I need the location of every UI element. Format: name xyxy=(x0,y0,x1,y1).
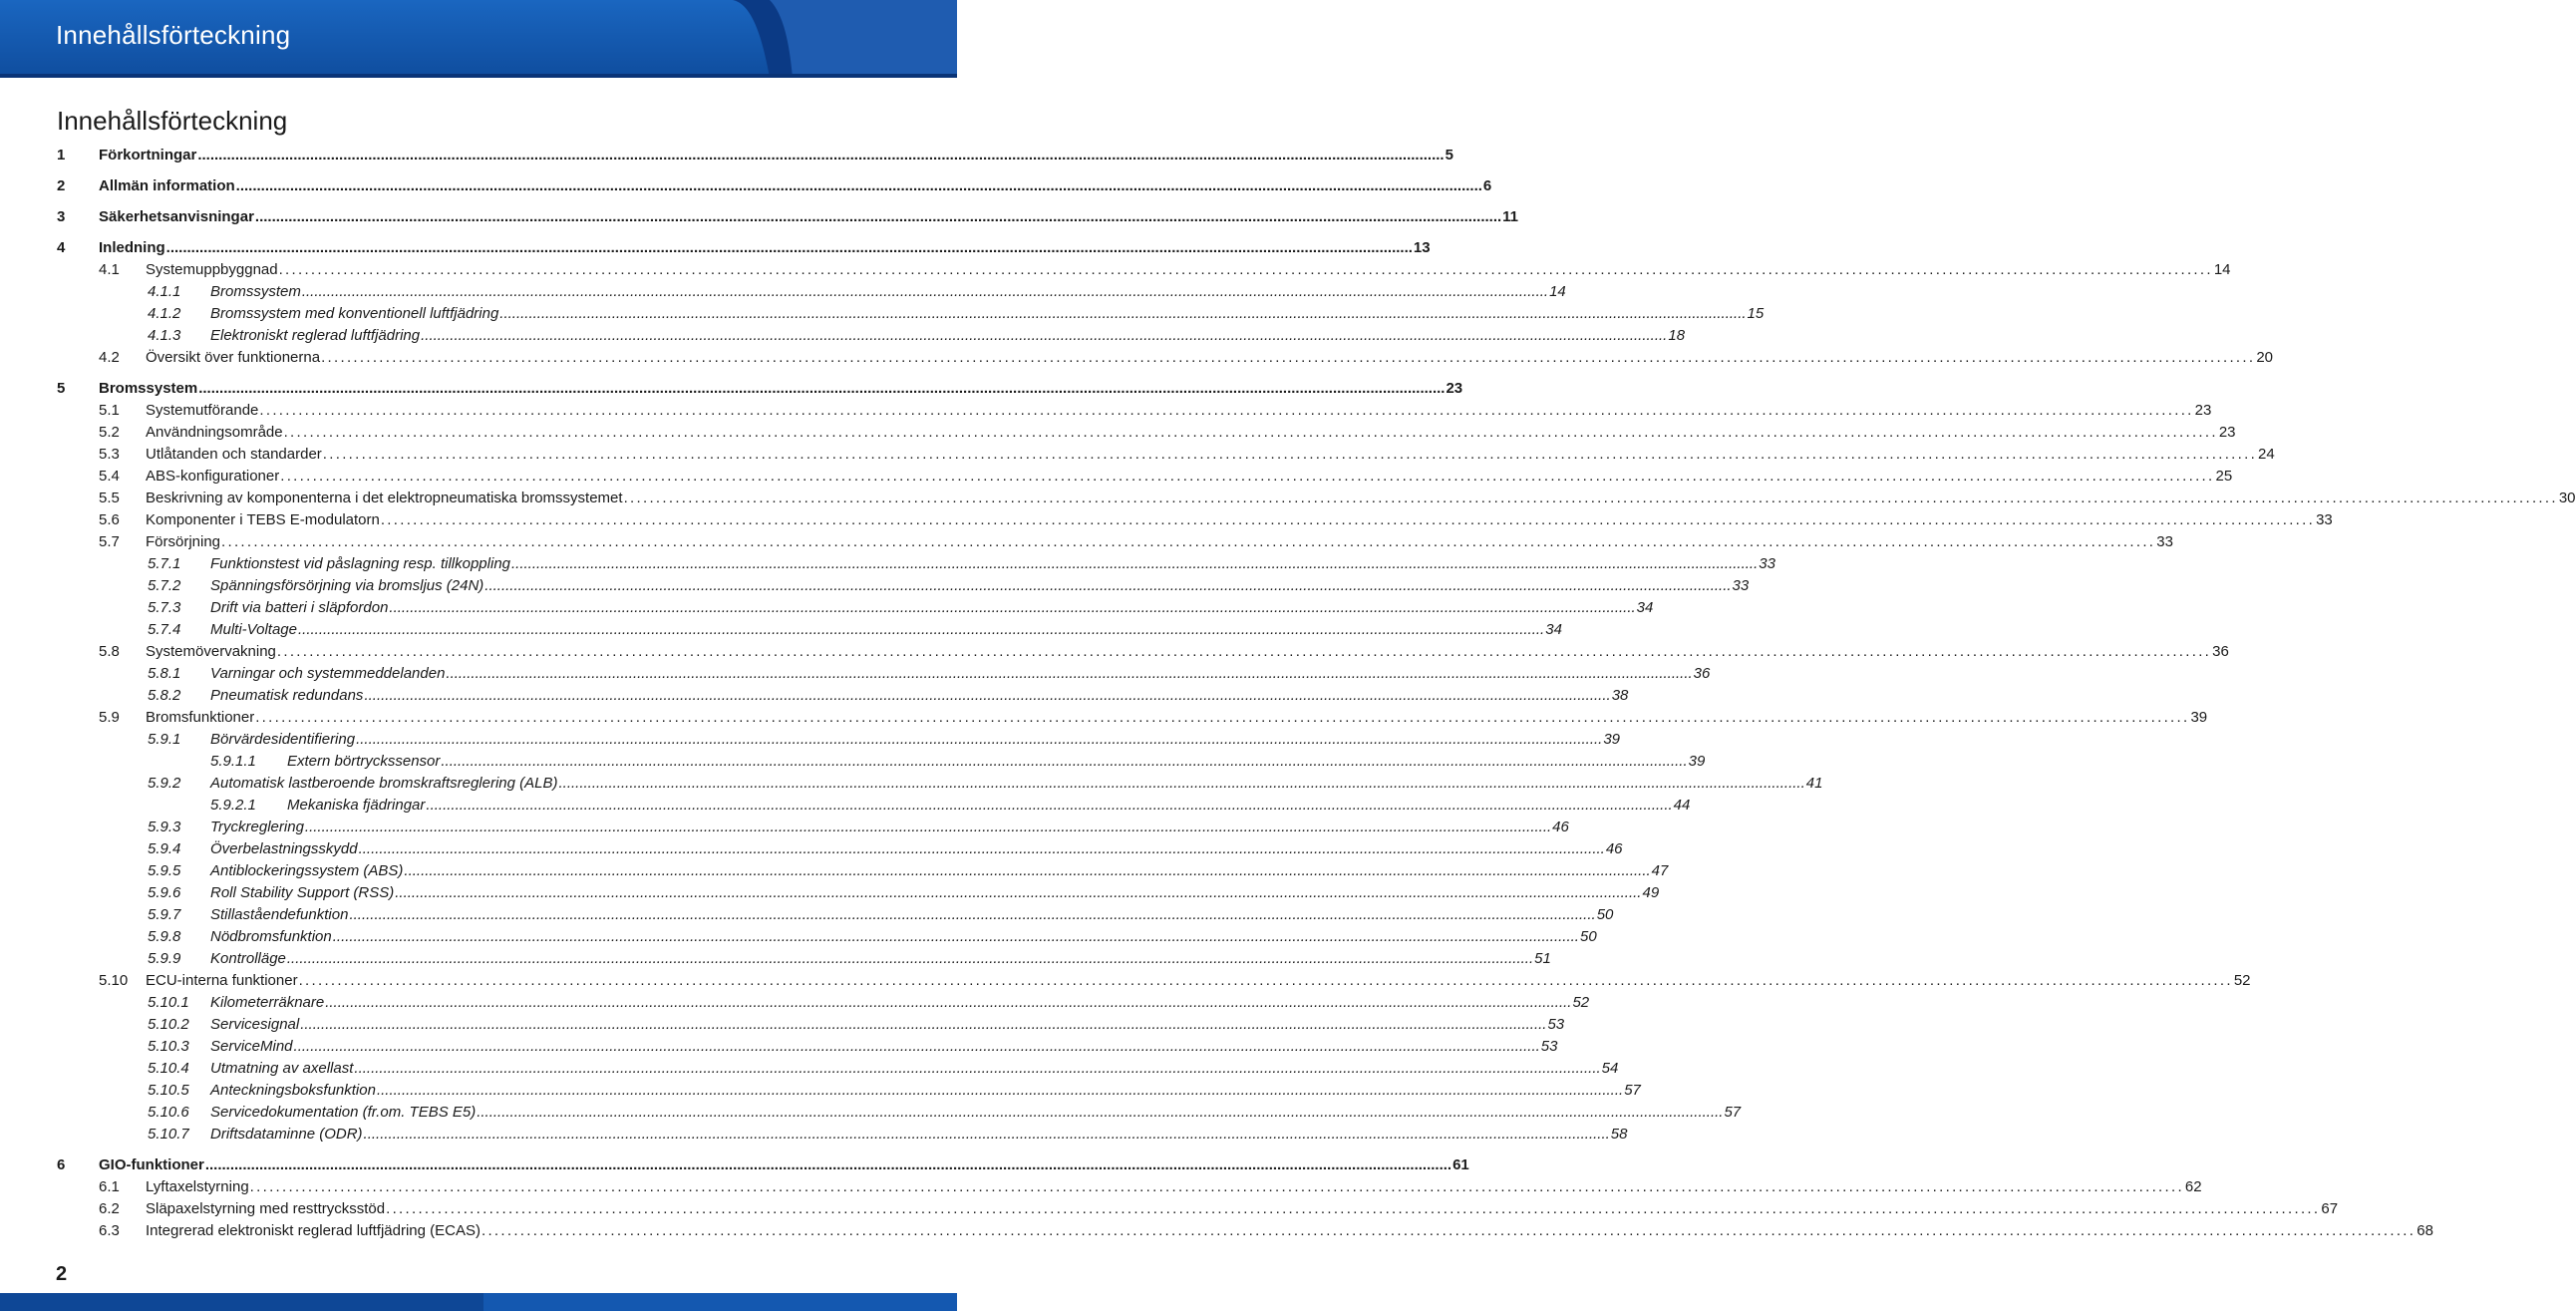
toc-leader-dots: ............................................................................................................................................................................................................................................................................................................ xyxy=(300,1016,1547,1033)
toc-leader-dots: ............................................................................................................................................................................................................................................................................................................ xyxy=(358,840,1605,857)
toc-entry[interactable] xyxy=(0,971,2251,991)
toc-entry-title: Roll Stability Support (RSS) xyxy=(210,884,395,901)
toc-entry-title: Drift via batteri i släpfordon xyxy=(210,599,389,616)
toc-entry-title: Lyftaxelstyrning xyxy=(146,1178,249,1195)
toc-entry[interactable] xyxy=(0,598,1654,618)
toc-entry-page: 57 xyxy=(1624,1082,1641,1099)
toc-entry-number: 5.7 xyxy=(99,533,120,550)
toc-entry-number: 5.10.1 xyxy=(148,994,189,1011)
toc-entry-number: 5.10.4 xyxy=(148,1060,189,1077)
toc-entry[interactable] xyxy=(0,576,1750,596)
toc-entry-title: Tryckreglering xyxy=(210,819,304,835)
toc-entry-page: 38 xyxy=(1611,687,1629,704)
toc-entry-title: ABS-konfigurationer xyxy=(146,468,280,485)
toc-leader-dots: ............................................................................................................................................................................................................................................................................................................ xyxy=(278,261,2213,278)
toc-entry-page: 14 xyxy=(1549,283,1566,300)
toc-entry-number: 5.9.4 xyxy=(148,840,181,857)
toc-leader-dots: ............................................................................................................................................................................................................................................................................................................ xyxy=(376,1082,1624,1099)
toc-leader-dots: ............................................................................................................................................................................................................................................................................................................ xyxy=(332,928,1579,945)
toc-leader-dots: ............................................................................................................................................................................................................................................................................................................ xyxy=(254,208,1502,225)
toc-leader-dots: ............................................................................................................................................................................................................................................................................................................ xyxy=(197,147,1445,164)
toc-entry[interactable] xyxy=(0,642,2229,662)
toc-entry[interactable] xyxy=(0,379,1463,399)
toc-entry-title: Användningsområde xyxy=(146,424,283,441)
toc-entry-number: 5.9.1 xyxy=(148,731,181,748)
toc-entry-title: Utmatning av axellast xyxy=(210,1060,354,1077)
toc-leader-dots: ............................................................................................................................................................................................................................................................................................................ xyxy=(280,468,2215,485)
toc-entry[interactable] xyxy=(0,686,1629,706)
toc-entry-number: 4.1.2 xyxy=(148,305,181,322)
toc-entry-number: 4.2 xyxy=(99,349,120,366)
toc-entry-page: 68 xyxy=(2416,1222,2433,1239)
toc-entry-page: 58 xyxy=(1610,1126,1628,1143)
toc-entry-page: 47 xyxy=(1651,862,1669,879)
toc-leader-dots: ............................................................................................................................................................................................................................................................................................................ xyxy=(235,177,1482,194)
toc-leader-dots: ............................................................................................................................................................................................................................................................................................................ xyxy=(354,1060,1601,1077)
toc-entry-title: Systemövervakning xyxy=(146,643,276,660)
toc-entry-page: 44 xyxy=(1673,797,1691,814)
toc-entry-number: 5.9.8 xyxy=(148,928,181,945)
toc-entry-number: 5.9.9 xyxy=(148,950,181,967)
toc-leader-dots: ............................................................................................................................................................................................................................................................................................................ xyxy=(286,950,1534,967)
toc-entry-page: 33 xyxy=(2156,533,2173,550)
toc-leader-dots: ............................................................................................................................................................................................................................................................................................................ xyxy=(364,687,1611,704)
toc-leader-dots: ............................................................................................................................................................................................................................................................................................................ xyxy=(293,1038,1540,1055)
toc-entry-number: 5.10.5 xyxy=(148,1082,189,1099)
toc-entry-page: 49 xyxy=(1642,884,1660,901)
toc-entry-title: Systemutförande xyxy=(146,402,259,419)
toc-entry-page: 39 xyxy=(1688,753,1706,770)
toc-leader-dots: ............................................................................................................................................................................................................................................................................................................ xyxy=(441,753,1688,770)
toc-entry[interactable] xyxy=(0,1081,1641,1101)
toc-entry-page: 36 xyxy=(2212,643,2229,660)
toc-entry-title: Bromssystem xyxy=(210,283,301,300)
toc-entry[interactable] xyxy=(0,238,1431,258)
toc-entry-page: 5 xyxy=(1445,147,1453,164)
toc-entry-number: 5.9.2.1 xyxy=(210,797,256,814)
toc-entry-number: 5.8 xyxy=(99,643,120,660)
toc-entry-page: 25 xyxy=(2215,468,2233,485)
toc-entry[interactable] xyxy=(0,207,1519,227)
toc-entry-title: Servicedokumentation (fr.om. TEBS E5) xyxy=(210,1104,477,1121)
toc-leader-dots: ............................................................................................................................................................................................................................................................................................................ xyxy=(221,533,2156,550)
toc-leader-dots: ............................................................................................................................................................................................................................................................................................................ xyxy=(259,402,2194,419)
toc-entry[interactable] xyxy=(0,664,1711,684)
toc-leader-dots: ............................................................................................................................................................................................................................................................................................................ xyxy=(325,994,1572,1011)
toc-entry-title: Mekaniska fjädringar xyxy=(287,797,426,814)
toc-leader-dots: ............................................................................................................................................................................................................................................................................................................ xyxy=(356,731,1603,748)
toc-entry-page: 46 xyxy=(1552,819,1569,835)
toc-entry-page: 52 xyxy=(2233,972,2251,989)
toc-entry-title: Extern börtryckssensor xyxy=(287,753,441,770)
toc-entry-title: Systemuppbyggnad xyxy=(146,261,278,278)
toc-entry-title: Automatisk lastberoende bromskraftsreglering (ALB) xyxy=(210,775,558,792)
toc-entry-title: Kilometerräknare xyxy=(210,994,325,1011)
toc-entry-number: 5.9.5 xyxy=(148,862,181,879)
toc-leader-dots: ............................................................................................................................................................................................................................................................................................................ xyxy=(198,380,1446,397)
toc-entry-title: GIO-funktioner xyxy=(99,1156,204,1173)
toc-entry-number: 6.2 xyxy=(99,1200,120,1217)
toc-entry-number: 6.3 xyxy=(99,1222,120,1239)
toc-entry-page: 13 xyxy=(1413,239,1431,256)
toc-leader-dots: ............................................................................................................................................................................................................................................................................................................ xyxy=(477,1104,1724,1121)
banner-title: Innehållsförteckning xyxy=(56,20,291,50)
toc-entry[interactable] xyxy=(0,620,1562,640)
toc-entry-number: 5.2 xyxy=(99,424,120,441)
toc-entry[interactable] xyxy=(0,752,1706,772)
toc-entry[interactable] xyxy=(0,818,1569,837)
toc-entry-title: Funktionstest vid påslagning resp. tillkoppling xyxy=(210,555,511,572)
toc-entry-title: Bromssystem xyxy=(99,380,198,397)
toc-entry-page: 52 xyxy=(1572,994,1590,1011)
toc-entry-title: Kontrolläge xyxy=(210,950,286,967)
toc-entry-title: Bromssystem med konventionell luftfjädring xyxy=(210,305,499,322)
toc-leader-dots: ............................................................................................................................................................................................................................................................................................................ xyxy=(446,665,1693,682)
toc-leader-dots: ............................................................................................................................................................................................................................................................................................................ xyxy=(404,862,1651,879)
toc-entry-page: 50 xyxy=(1596,906,1614,923)
toc-entry[interactable] xyxy=(0,905,1614,925)
toc-entry-title: Inledning xyxy=(99,239,165,256)
toc-entry-title: Driftsdataminne (ODR) xyxy=(210,1126,363,1143)
toc-entry[interactable] xyxy=(0,796,1691,816)
toc-entry-page: 14 xyxy=(2213,261,2231,278)
toc-entry[interactable] xyxy=(0,1155,1469,1175)
page-number: 2 xyxy=(56,1263,68,1285)
toc-entry-page: 50 xyxy=(1579,928,1597,945)
toc-entry-number: 5.7.1 xyxy=(148,555,181,572)
toc-entry-number: 5.7.2 xyxy=(148,577,181,594)
toc-entry[interactable] xyxy=(0,861,1669,881)
toc-entry-page: 15 xyxy=(1747,305,1765,322)
toc-entry-page: 34 xyxy=(1545,621,1562,638)
toc-entry-number: 5.8.1 xyxy=(148,665,181,682)
toc-entry[interactable] xyxy=(0,510,2333,530)
toc-entry-page: 57 xyxy=(1724,1104,1742,1121)
toc-entry-page: 23 xyxy=(2194,402,2212,419)
toc-entry-page: 54 xyxy=(1601,1060,1619,1077)
toc-entry[interactable] xyxy=(0,1199,2339,1219)
page-title: Innehållsförteckning xyxy=(57,106,288,136)
toc-entry[interactable] xyxy=(0,176,1492,196)
toc-leader-dots: ............................................................................................................................................................................................................................................................................................................ xyxy=(380,511,2316,528)
toc-leader-dots: ............................................................................................................................................................................................................................................................................................................ xyxy=(421,327,1668,344)
toc-entry[interactable] xyxy=(0,1015,1565,1035)
toc-entry[interactable] xyxy=(0,774,1823,794)
toc-entry-number: 5.7.4 xyxy=(148,621,181,638)
toc-entry-page: 33 xyxy=(1732,577,1750,594)
toc-leader-dots: ............................................................................................................................................................................................................................................................................................................ xyxy=(499,305,1747,322)
toc-entry[interactable] xyxy=(0,927,1597,947)
toc-entry-number: 5.10 xyxy=(99,972,129,989)
toc-entry-page: 23 xyxy=(2218,424,2236,441)
toc-entry-title: Förkortningar xyxy=(99,147,197,164)
toc-entry-page: 62 xyxy=(2184,1178,2202,1195)
toc-entry-title: Servicesignal xyxy=(210,1016,300,1033)
toc-entry-number: 4 xyxy=(57,239,66,256)
toc-entry-title: Antiblockeringssystem (ABS) xyxy=(210,862,404,879)
toc-entry-title: ServiceMind xyxy=(210,1038,293,1055)
toc-leader-dots: ............................................................................................................................................................................................................................................................................................................ xyxy=(255,709,2190,726)
toc-leader-dots: ............................................................................................................................................................................................................................................................................................................ xyxy=(165,239,1413,256)
toc-entry[interactable] xyxy=(0,260,2231,280)
toc-entry[interactable] xyxy=(0,401,2212,421)
toc-entry[interactable] xyxy=(0,1037,1558,1057)
toc-entry-title: Försörjning xyxy=(146,533,221,550)
toc-entry-title: Komponenter i TEBS E-modulatorn xyxy=(146,511,380,528)
toc-entry-page: 67 xyxy=(2321,1200,2339,1217)
toc-entry-number: 5.6 xyxy=(99,511,120,528)
toc-entry[interactable] xyxy=(0,949,1551,969)
toc-leader-dots: ............................................................................................................................................................................................................................................................................................................ xyxy=(482,1222,2416,1239)
toc-entry-title: Utlåtanden och standarder xyxy=(146,446,322,463)
toc-entry-number: 5.4 xyxy=(99,468,120,485)
toc-entry[interactable] xyxy=(0,304,1765,324)
toc-leader-dots: ............................................................................................................................................................................................................................................................................................................ xyxy=(283,424,2218,441)
toc-entry[interactable] xyxy=(0,554,1775,574)
toc-entry-number: 6.1 xyxy=(99,1178,120,1195)
toc-entry-page: 6 xyxy=(1482,177,1492,194)
toc-entry-page: 30 xyxy=(2558,490,2576,506)
toc-entry-number: 5.10.3 xyxy=(148,1038,189,1055)
toc-entry-number: 5.10.2 xyxy=(148,1016,189,1033)
toc-leader-dots: ............................................................................................................................................................................................................................................................................................................ xyxy=(304,819,1552,835)
toc-entry-page: 18 xyxy=(1668,327,1686,344)
toc-entry-page: 11 xyxy=(1502,208,1519,225)
toc-entry-number: 1 xyxy=(57,147,66,164)
toc-entry-number: 5.8.2 xyxy=(148,687,181,704)
toc-leader-dots: ............................................................................................................................................................................................................................................................................................................ xyxy=(558,775,1805,792)
toc-entry-title: Pneumatisk redundans xyxy=(210,687,364,704)
toc-entry-number: 5.9.3 xyxy=(148,819,181,835)
toc-entry-page: 36 xyxy=(1693,665,1711,682)
toc-entry-number: 5.5 xyxy=(99,490,120,506)
toc-entry-number: 5.10.6 xyxy=(148,1104,189,1121)
footer-band xyxy=(0,1293,957,1311)
toc-entry-number: 2 xyxy=(57,177,66,194)
toc-leader-dots: ............................................................................................................................................................................................................................................................................................................ xyxy=(349,906,1596,923)
toc-entry[interactable] xyxy=(0,1177,2202,1197)
toc-entry-page: 33 xyxy=(1759,555,1775,572)
toc-entry-title: Säkerhetsanvisningar xyxy=(99,208,254,225)
toc-entry-number: 4.1.1 xyxy=(148,283,181,300)
toc-entry-title: Spänningsförsörjning via bromsljus (24N) xyxy=(210,577,484,594)
footer-background xyxy=(0,1293,957,1311)
toc-entry-title: Allmän information xyxy=(99,177,235,194)
toc-entry-number: 4.1 xyxy=(99,261,120,278)
toc-entry-page: 46 xyxy=(1605,840,1623,857)
toc-leader-dots: ............................................................................................................................................................................................................................................................................................................ xyxy=(511,555,1759,572)
toc-leader-dots: ............................................................................................................................................................................................................................................................................................................ xyxy=(363,1126,1610,1143)
toc-leader-dots: ............................................................................................................................................................................................................................................................................................................ xyxy=(389,599,1636,616)
toc-entry-title: Integrerad elektroniskt reglerad luftfjädring (ECAS) xyxy=(146,1222,481,1239)
toc-leader-dots: ............................................................................................................................................................................................................................................................................................................ xyxy=(321,349,2256,366)
toc-entry[interactable] xyxy=(0,348,2274,368)
toc-leader-dots: ............................................................................................................................................................................................................................................................................................................ xyxy=(386,1200,2321,1217)
toc-entry-number: 6 xyxy=(57,1156,66,1173)
toc-leader-dots: ............................................................................................................................................................................................................................................................................................................ xyxy=(249,1178,2184,1195)
toc-entry-number: 4.1.3 xyxy=(148,327,181,344)
toc-entry-number: 5 xyxy=(57,380,66,397)
toc-entry-title: Stillaståendefunktion xyxy=(210,906,349,923)
toc-entry-page: 33 xyxy=(2316,511,2333,528)
toc-entry-title: Bromsfunktioner xyxy=(146,709,255,726)
toc-entry-number: 5.9 xyxy=(99,709,120,726)
toc-entry[interactable] xyxy=(0,445,2275,465)
toc-entry[interactable] xyxy=(0,1221,2433,1241)
toc-entry-number: 5.3 xyxy=(99,446,120,463)
toc-entry-title: Överbelastningsskydd xyxy=(210,840,358,857)
toc-entry-title: ECU-interna funktioner xyxy=(146,972,298,989)
toc-entry-number: 5.9.6 xyxy=(148,884,181,901)
toc-entry-title: Elektroniskt reglerad luftfjädring xyxy=(210,327,421,344)
toc-entry-page: 39 xyxy=(2190,709,2208,726)
toc-entry-title: Översikt över funktionerna xyxy=(146,349,321,366)
toc-entry-page: 53 xyxy=(1540,1038,1558,1055)
toc-entry-page: 41 xyxy=(1805,775,1823,792)
toc-entry[interactable] xyxy=(0,282,1566,302)
toc-entry-title: Anteckningsboksfunktion xyxy=(210,1082,376,1099)
toc-entry-page: 34 xyxy=(1636,599,1654,616)
toc-leader-dots: ............................................................................................................................................................................................................................................................................................................ xyxy=(297,621,1545,638)
toc-entry[interactable] xyxy=(0,146,1453,165)
toc-leader-dots: ............................................................................................................................................................................................................................................................................................................ xyxy=(395,884,1642,901)
toc-entry-title: Varningar och systemmeddelanden xyxy=(210,665,446,682)
toc-entry-number: 5.1 xyxy=(99,402,120,419)
toc-entry-number: 5.9.2 xyxy=(148,775,181,792)
toc-entry[interactable] xyxy=(0,730,1621,750)
toc-entry-page: 20 xyxy=(2256,349,2274,366)
toc-entry[interactable] xyxy=(0,1103,1742,1123)
toc-entry-title: Multi-Voltage xyxy=(210,621,297,638)
toc-entry-title: Börvärdesidentifiering xyxy=(210,731,356,748)
toc-leader-dots: ............................................................................................................................................................................................................................................................................................................ xyxy=(276,643,2212,660)
toc-entry-title: Nödbromsfunktion xyxy=(210,928,332,945)
toc-entry[interactable] xyxy=(0,839,1623,859)
toc-leader-dots: ............................................................................................................................................................................................................................................................................................................ xyxy=(623,490,2558,506)
toc-entry-number: 5.10.7 xyxy=(148,1126,189,1143)
toc-leader-dots: ............................................................................................................................................................................................................................................................................................................ xyxy=(301,283,1549,300)
toc-entry[interactable] xyxy=(0,467,2233,487)
toc-entry[interactable] xyxy=(0,326,1686,346)
toc-leader-dots: ............................................................................................................................................................................................................................................................................................................ xyxy=(322,446,2258,463)
toc-entry[interactable] xyxy=(0,1059,1619,1079)
toc-entry[interactable] xyxy=(0,1125,1628,1145)
toc-entry-number: 3 xyxy=(57,208,66,225)
toc-entry-number: 5.9.1.1 xyxy=(210,753,256,770)
toc-entry-title: Släpaxelstyrning med resttrycksstöd xyxy=(146,1200,386,1217)
toc-entry[interactable] xyxy=(0,993,1590,1013)
toc-entry-page: 24 xyxy=(2258,446,2275,463)
toc-leader-dots: ............................................................................................................................................................................................................................................................................................................ xyxy=(204,1156,1452,1173)
toc-entry-number: 5.9.7 xyxy=(148,906,181,923)
toc-entry-number: 5.7.3 xyxy=(148,599,181,616)
toc-leader-dots: ............................................................................................................................................................................................................................................................................................................ xyxy=(426,797,1673,814)
toc-entry[interactable] xyxy=(0,532,2173,552)
toc-entry-page: 51 xyxy=(1534,950,1551,967)
toc-entry-page: 53 xyxy=(1547,1016,1565,1033)
toc-leader-dots: ............................................................................................................................................................................................................................................................................................................ xyxy=(298,972,2233,989)
toc-entry[interactable] xyxy=(0,708,2208,728)
toc-entry-page: 61 xyxy=(1452,1156,1469,1173)
toc-leader-dots: ............................................................................................................................................................................................................................................................................................................ xyxy=(484,577,1732,594)
toc-entry[interactable] xyxy=(0,883,1660,903)
toc-entry-title: Beskrivning av komponenterna i det elektropneumatiska bromssystemet xyxy=(146,490,623,506)
toc-entry[interactable] xyxy=(0,423,2236,443)
toc-entry[interactable] xyxy=(0,489,2576,508)
toc-entry-page: 23 xyxy=(1446,380,1463,397)
toc-entry-page: 39 xyxy=(1603,731,1621,748)
